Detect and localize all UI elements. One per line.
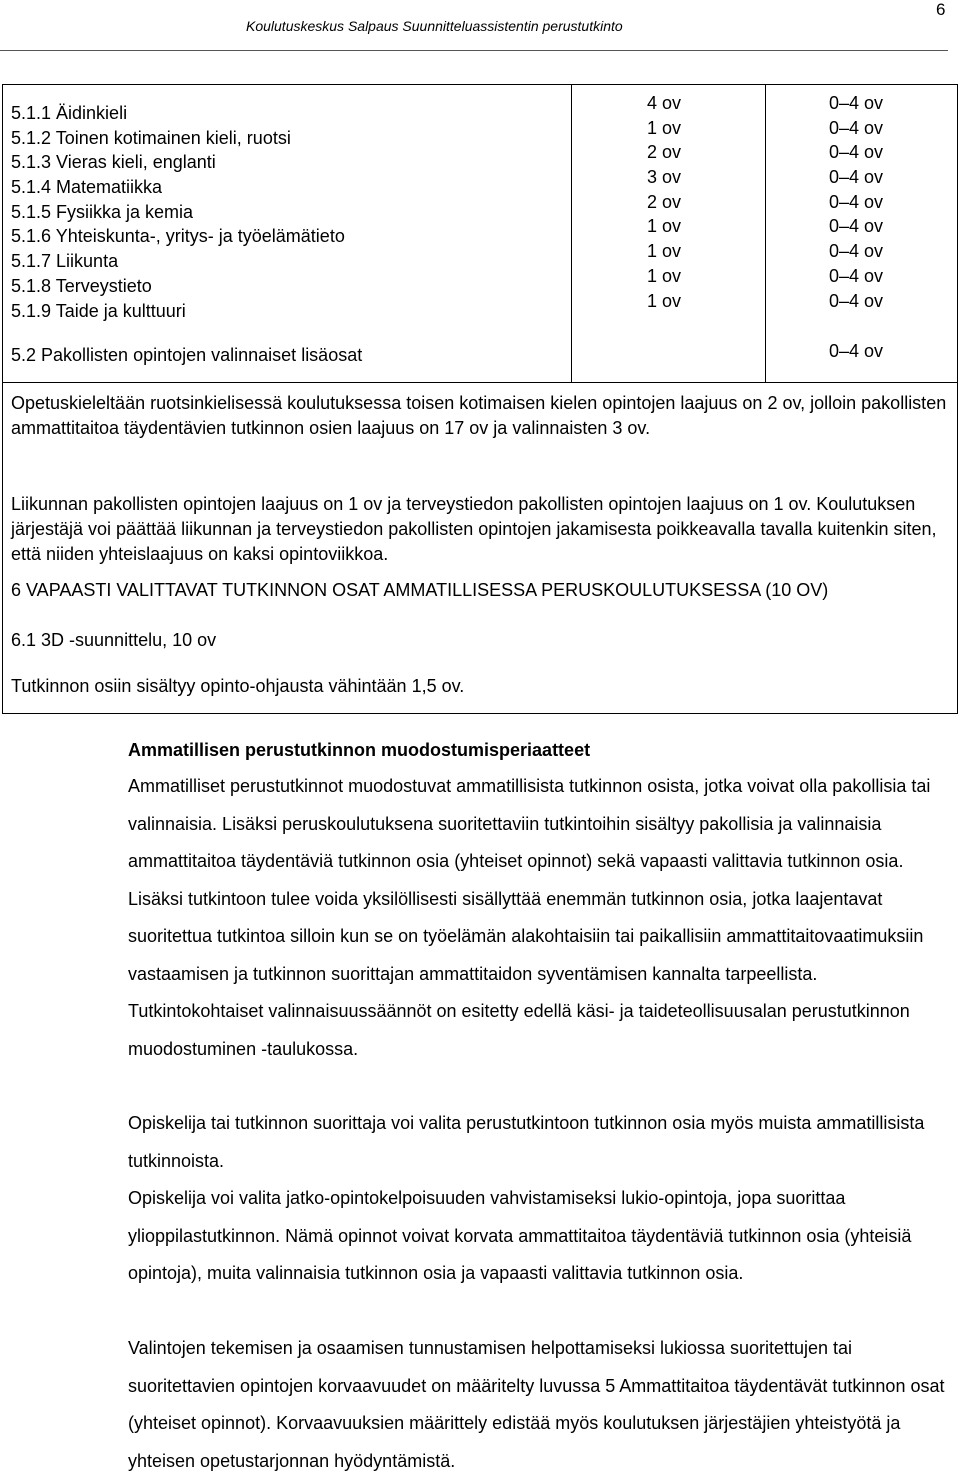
document-header-title: Koulutuskeskus Salpaus Suunnitteluassistentin perustutkinto bbox=[246, 18, 623, 34]
body-paragraph: Ammatilliset perustutkinnot muodostuvat ammatillisista tutkinnon osista, jotka voivat olla pakollisia tai valinnaisia. Lisäksi peruskoulutuksena suoritettaviin tutkintoihin sisältyy pakollisia ja valinnaisia ammattitaitoa täydentäviä tutkinnon osia (yhteiset opinnot) sekä vapaasti valittavia tutkinnon osia. Lisäksi tutkintoon tulee voida yksilöllisesti sisällyttää enemmän tutkinnon osia, jotka laajentavat suoritettua tutkintoa silloin kun se on työelämän alakohtaisiin tai paikallisiin ammattitaitovaatimuksiin vastaamisen ja tutkinnon suorittajan ammattitaidon syventämisen kannalta tarpeellista. Tutkintokohtaiset valinnaisuussäännöt on esitetty edellä käsi- ja taideteollisuusalan perustutkinnon muodostuminen -taulukossa. bbox=[128, 776, 931, 1059]
section-note: Tutkinnon osiin sisältyy opinto-ohjausta vähintään 1,5 ov. bbox=[11, 676, 465, 696]
optional-credit-cell: 0–4 ov bbox=[829, 167, 884, 188]
body-paragraph: Opiskelija tai tutkinnon suorittaja voi valita perustutkintoon tutkinnon osia myös muista ammatillisista tutkinnoista. bbox=[128, 1113, 925, 1171]
section-subheading: 6.1 3D -suunnittelu, 10 ov bbox=[11, 630, 217, 650]
table-row: 5.1.4 Matematiikka bbox=[11, 177, 163, 198]
credit-cell: 1 ov bbox=[647, 265, 682, 286]
optional-section-label: 5.2 Pakollisten opintojen valinnaiset lisäosat bbox=[11, 345, 363, 365]
optional-credits-column bbox=[829, 91, 883, 313]
table-row: 5.1.8 Terveystieto bbox=[11, 275, 152, 296]
optional-credit-cell: 0–4 ov bbox=[829, 117, 884, 138]
optional-credit-cell: 0–4 ov bbox=[829, 241, 884, 262]
body-paragraph: Valintojen tekemisen ja osaamisen tunnustamisen helpottamiseksi lukiossa suoritettujen tai suoritettavien opintojen korvaavuudet on määritelty luvussa 5 Ammattitaitoa täydentävät tutkinnon osat (yhteiset opinnot). Korvaavuuksien määrittely edistää myös koulutuksen järjestäjien yhteistyötä ja yhteisen opetustarjonnan hyödyntämistä. bbox=[128, 1338, 945, 1471]
optional-credit-cell: 0–4 ov bbox=[829, 290, 884, 311]
table-row: 5.1.1 Äidinkieli bbox=[11, 103, 128, 123]
subject-column bbox=[11, 101, 345, 323]
column-divider bbox=[765, 85, 766, 382]
section-heading: 6 VAPAASTI VALITTAVAT TUTKINNON OSAT AMMATILLISESSA PERUSKOULUTUKSESSA (10 OV) bbox=[11, 580, 829, 600]
credit-cell: 1 ov bbox=[647, 241, 682, 262]
header-divider bbox=[0, 50, 948, 51]
note-paragraph: Liikunnan pakollisten opintojen laajuus on 1 ov ja terveystiedon pakollisten opintojen laajuus on 1 ov. Koulutuksen järjestäjä voi päättää liikunnan ja terveystiedon pakollisten opintojen jakamisesta poikkeavalla tavalla kuitenkin siten, että niiden yhteislaajuus on kaksi opintoviikkoa. bbox=[11, 494, 937, 564]
optional-credit-cell: 0–4 ov bbox=[829, 142, 884, 163]
credits-column bbox=[647, 91, 707, 313]
credit-cell: 1 ov bbox=[647, 216, 682, 237]
table-row: 5.1.5 Fysiikka ja kemia bbox=[11, 201, 194, 222]
curriculum-table bbox=[2, 84, 958, 714]
body-paragraph: Opiskelija voi valita jatko-opintokelpoisuuden vahvistamiseksi lukio-opintoja, jopa suorittaa ylioppilastutkinnon. Nämä opinnot voivat korvata ammattitaitoa täydentäviä tutkinnon osia (yhteisiä opintoja), muita valinnaisia tutkinnon osia ja vapaasti valittavia tutkinnon osia. bbox=[128, 1188, 912, 1283]
row-divider bbox=[3, 382, 957, 383]
table-row: 5.1.6 Yhteiskunta-, yritys- ja työelämätieto bbox=[11, 226, 345, 247]
column-divider bbox=[571, 85, 572, 382]
page-number: 6 bbox=[936, 0, 946, 19]
page-heading: Ammatillisen perustutkinnon muodostumisperiaatteet bbox=[128, 740, 591, 760]
table-row: 5.1.7 Liikunta bbox=[11, 251, 119, 272]
credit-cell: 3 ov bbox=[647, 167, 682, 188]
optional-credit-cell: 0–4 ov bbox=[829, 265, 884, 286]
optional-credit-cell: 0–4 ov bbox=[829, 191, 884, 212]
credit-cell: 4 ov bbox=[647, 93, 682, 113]
optional-section-value: 0–4 ov bbox=[829, 341, 884, 361]
credit-cell: 1 ov bbox=[647, 290, 682, 311]
table-row: 5.1.3 Vieras kieli, englanti bbox=[11, 152, 216, 173]
table-row: 5.1.9 Taide ja kulttuuri bbox=[11, 300, 186, 321]
note-paragraph: Opetuskieleltään ruotsinkielisessä koulutuksessa toisen kotimaisen kielen opintojen laajuus on 2 ov, jolloin pakollisten ammattitaitoa täydentävien tutkinnon osien laajuus on 17 ov ja valinnaisten 3 ov. bbox=[11, 393, 947, 438]
optional-credit-cell: 0–4 ov bbox=[829, 93, 884, 113]
optional-credit-cell: 0–4 ov bbox=[829, 216, 884, 237]
credit-cell: 1 ov bbox=[647, 117, 682, 138]
credit-cell: 2 ov bbox=[647, 142, 682, 163]
credit-cell: 2 ov bbox=[647, 191, 682, 212]
table-row: 5.1.2 Toinen kotimainen kieli, ruotsi bbox=[11, 127, 291, 148]
